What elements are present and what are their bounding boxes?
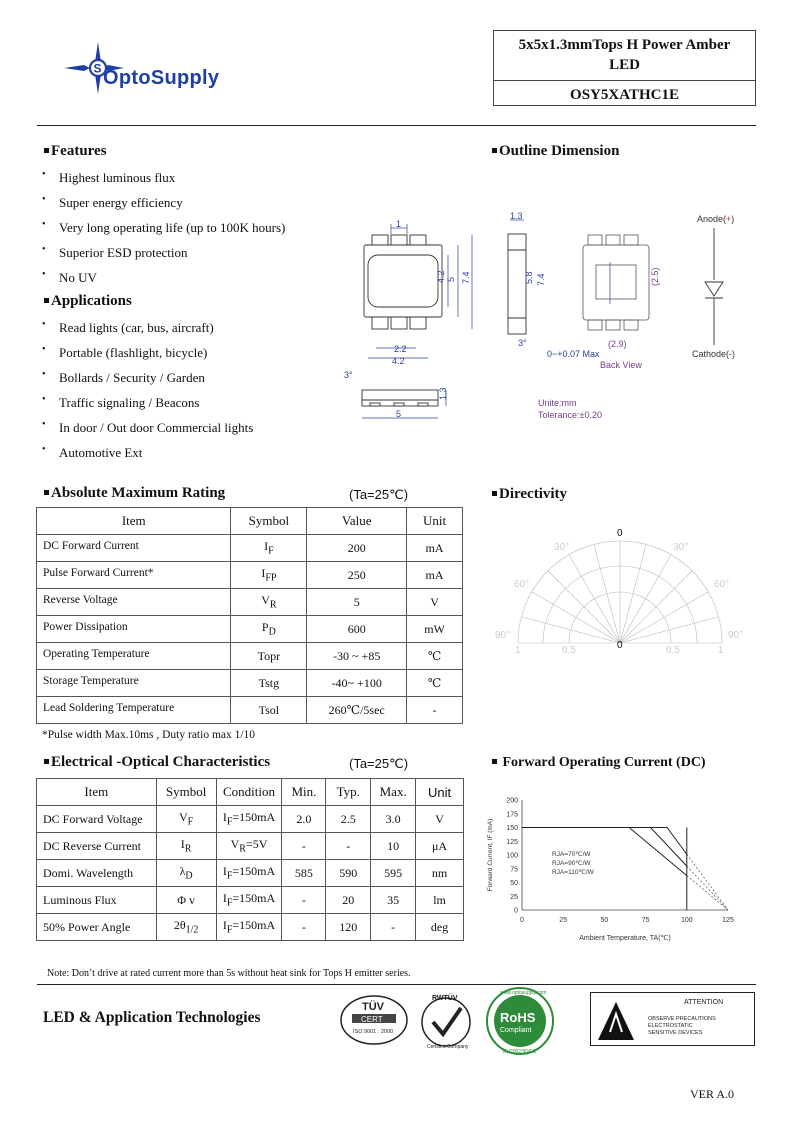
dim-label: 2.2 [394,344,407,354]
table-row: Reverse Voltage $V_R$ 5 V [37,589,463,616]
outline-drawing [340,210,760,425]
scale-label: 0.5 [562,645,576,656]
title-divider [494,80,755,81]
dim-label: 4.2 [392,356,405,366]
header-rule [37,125,756,126]
angle-label: 30° [673,542,689,553]
y-tick-label: 100 [506,852,518,860]
dim-label: 5 [446,276,456,282]
rohs-logo [483,986,557,1056]
list-item: • Highest luminous flux [38,170,285,195]
angle-label: 60° [514,579,530,590]
list-item: • Traffic signaling / Beacons [38,395,253,420]
y-tick-label: 175 [506,811,518,819]
y-tick-label: 150 [506,825,518,832]
col-header: Max. [371,779,416,806]
dim-label: 3° [344,370,353,380]
fwd-current-chart [480,790,750,950]
cert-text: ISO 9001 : 2000 [353,1029,394,1035]
directivity-diagram [495,525,760,656]
dim-label: 5.8 [524,271,534,284]
tolerance-label: Tolerance:±0.20 [538,410,602,420]
cert-text: Certified Company [427,1044,469,1050]
cert-text: TÜV [362,1001,384,1013]
applications-list [38,320,253,467]
dim-label: 1.3 [438,387,448,400]
legend-entry: RJA=110℃/W [552,869,594,876]
table-row: Power Dissipation $P_D$ 600 mW [37,616,463,643]
x-tick-label: 0 [520,917,524,924]
abs-max-condition: (Ta=25℃) [349,487,409,502]
col-header: Symbol [231,508,307,535]
col-header: Condition [216,779,282,806]
dim-label: 7.4 [461,271,471,284]
part-number: OSY5XATHC1E [570,87,679,103]
list-item: • Very long operating life (up to 100K hours) [38,220,285,245]
y-tick-label: 0 [514,907,518,915]
eo-heading: Electrical -Optical Characteristics [44,754,270,771]
dim-label: 1.3 [510,211,523,221]
pulse-note: *Pulse width Max.10ms , Duty ratio max 1/10 [42,729,256,741]
y-tick-label: 75 [510,866,518,874]
footer-rule [37,984,756,985]
table-row: Domi. Wavelength $\lambda_D$ $I_F=150mA$ 585 590 595 nm [37,860,464,887]
legend-entry: RJA=90℃/W [552,860,591,867]
list-item: • Super energy efficiency [38,195,285,220]
col-header: Item [37,779,157,806]
list-item: • Read lights (car, bus, aircraft) [38,320,253,345]
angle-label: 60° [714,579,730,590]
cert-text: EU2002/95/EC [503,1049,537,1055]
series-line [522,828,687,867]
dim-label: 4.2 [436,270,446,283]
cert-text: www.optosupply.com [500,990,547,996]
table-row: DC Reverse Current $I_R$ $V_R=5V$ - - 10 μA [37,833,464,860]
features-heading: Features [44,143,107,160]
series-line [522,828,687,876]
title-box [493,30,756,106]
scale-label: 1 [515,645,521,656]
table-header-row [37,779,464,806]
x-tick-label: 100 [680,917,693,924]
angle-label: 30° [554,542,570,553]
abs-max-table [36,507,463,724]
x-axis-label: Ambient Temperature, TA(℃) [579,935,671,942]
col-header: Unit [407,508,463,535]
dim-label: 3° [518,338,527,348]
y-tick-label: 50 [510,880,518,887]
list-item: • Bollards / Security / Garden [38,370,253,395]
y-tick-label: 25 [510,893,518,901]
angle-label: 90° [495,630,511,641]
series-line-extension [687,876,728,910]
list-item: • Automotive Ext [38,445,253,467]
svg-text:S: S [93,61,102,76]
tuv-cert-logo [338,992,410,1050]
cert-text: RoHS [500,1010,536,1025]
angle-label: 0 [617,528,623,539]
eo-table [36,778,464,941]
dim-label: (2.5) [650,267,660,286]
y-axis-label: Forward Current, IF (mA) [487,818,494,892]
cert-text: CERT [361,1015,383,1024]
series-line-extension [687,854,728,910]
cert-text: RWTÜV [432,995,458,1002]
x-tick-label: 75 [641,917,650,924]
series-line [522,828,687,855]
table-row: DC Forward Current $I_F$ 200 mA [37,535,463,562]
esd-text: OBSERVE PRECAUTIONS [648,1016,716,1022]
x-tick-label: 25 [559,917,568,924]
x-tick-label: 50 [600,917,609,924]
angle-label: 90° [728,630,744,641]
list-item: • In door / Out door Commercial lights [38,420,253,445]
scale-label: 1 [718,645,724,656]
dim-label: 0~+0.07 Max [547,349,600,359]
esd-warning-label [590,992,755,1046]
outline-heading: Outline Dimension [492,143,619,160]
product-title: 5x5x1.3mmTops H Power Amber LED [518,37,731,73]
dim-label: (2.9) [608,339,627,349]
col-header: Min. [282,779,326,806]
table-row: Pulse Forward Current* $I_{FP}$ 250 mA [37,562,463,589]
directivity-heading: Directivity [492,486,567,503]
esd-text: ATTENTION [684,999,724,1006]
dim-label: 7.4 [536,273,546,286]
list-item: • Portable (flashlight, bicycle) [38,345,253,370]
list-item: • Superior ESD protection [38,245,285,270]
features-list [38,170,285,295]
table-row: 50% Power Angle $2\theta_{1/2}$ $I_F=150mA$ - 120 - deg [37,914,464,941]
col-header: Item [37,508,231,535]
table-row: Operating Temperature Topr -30 ~ +85 ℃ [37,643,463,670]
series-line-extension [687,866,728,910]
table-row: Storage Temperature Tstg -40~ +100 ℃ [37,670,463,697]
dim-label: 5 [396,409,402,419]
table-header-row [37,508,463,535]
y-tick-label: 200 [506,797,518,805]
version-label: VER A.0 [690,1087,735,1101]
legend-entry: RJA=70℃/W [552,851,591,858]
eo-condition: (Ta=25℃) [349,756,409,771]
col-header: Symbol [156,779,216,806]
x-tick-label: 125 [722,917,734,924]
cert-text: Compliant [500,1027,532,1034]
col-header: Unit [416,779,464,806]
fwd-heading: Forward Operating Current (DC) [492,755,706,771]
y-tick-label: 125 [506,838,518,846]
back-view-label: Back View [600,360,642,370]
esd-text: ELECTROSTATIC [648,1023,693,1029]
drive-note: Note: Don’t drive at rated current more than 5s without heat sink for Tops H emitter series. [47,968,411,979]
table-row: DC Forward Voltage $V_F$ $I_F=150mA$ 2.0 2.5 3.0 V [37,806,464,833]
table-row: Lead Soldering Temperature Tsol 260℃/5sec - [37,697,463,724]
esd-text: SENSITIVE DEVICES [648,1030,703,1036]
list-item: • No UV [38,270,285,295]
col-header: Value [307,508,407,535]
units-label: Unite:mm [538,398,577,408]
col-header: Typ. [326,779,371,806]
scale-label: 0 [617,640,623,651]
anode-label: Anode(+) [697,214,735,224]
table-row: Luminous Flux Φ v $I_F=150mA$ - 20 35 lm [37,887,464,914]
applications-heading: Applications [44,293,132,310]
rwtuv-cert-logo [415,990,477,1050]
logo-text: OptoSupply [103,67,220,89]
dim-label: 1 [396,219,402,229]
abs-max-heading: Absolute Maximum Rating [44,485,225,502]
cathode-label: Cathode(-) [692,349,736,359]
company-name: LED & Application Technologies [43,1009,261,1026]
scale-label: 0.5 [666,645,680,656]
